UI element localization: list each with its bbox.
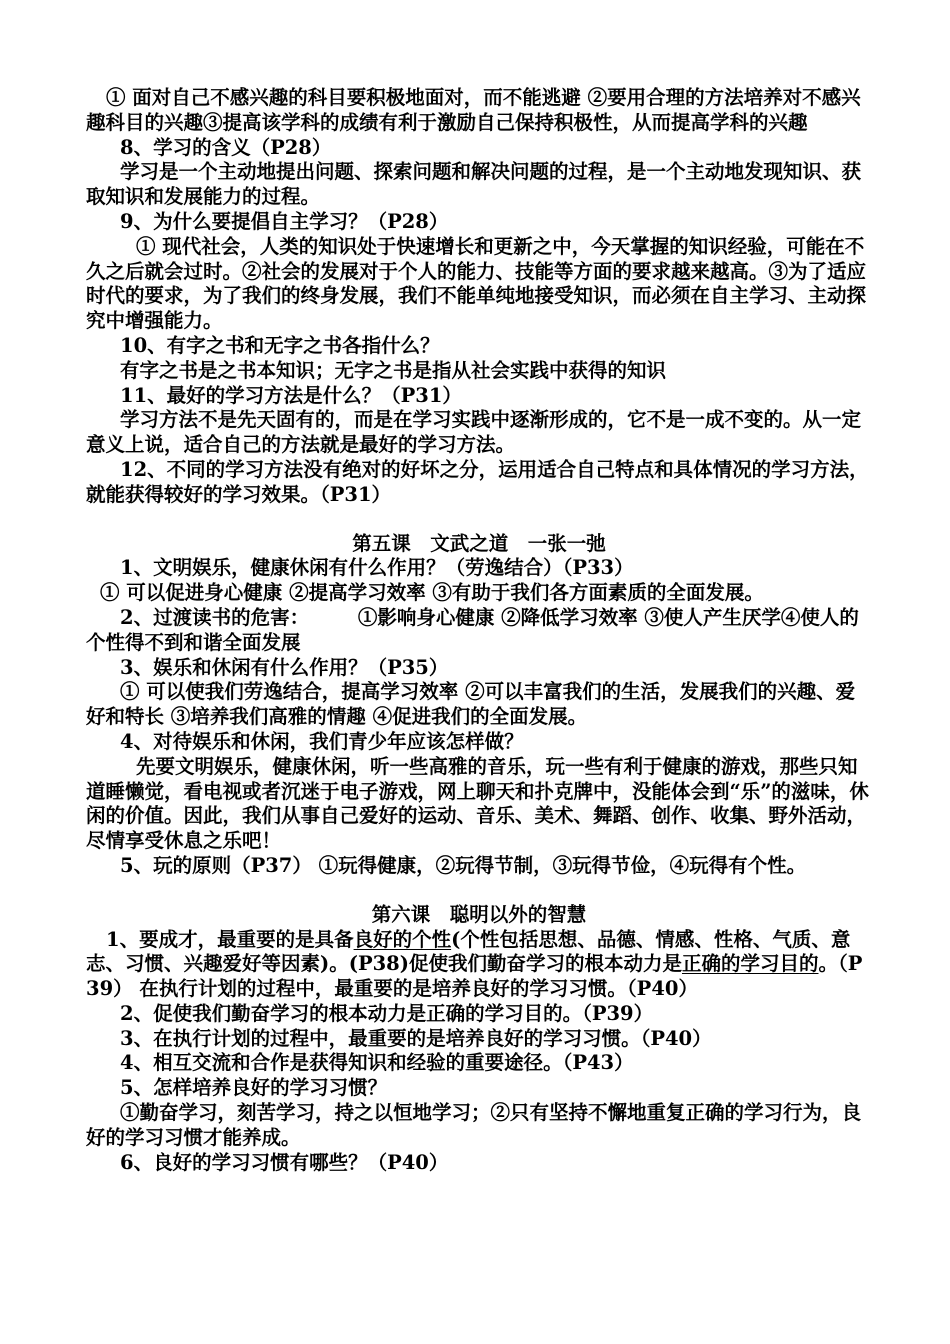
lesson-5-question-1: 1、文明娱乐，健康休闲有什么作用？（劳逸结合）（P33） — [120, 556, 634, 580]
lesson-6-question-6: 6、良好的学习习惯有哪些？（P40） — [120, 1150, 449, 1174]
question-8: 8、学习的含义（P28） — [120, 135, 332, 159]
lesson-5-title: 第五课 文武之道 一张一弛 — [352, 531, 606, 555]
question-9: 9、为什么要提倡自主学习？（P28） — [120, 209, 449, 233]
answer-9: ① 现代社会，人类的知识处于快速增长和更新之中，今天掌握的知识经验，可能在不久之后就会过时。②社会的发展对于个人的能力、技能等方面的要求越来越高。③为了适应时代的要求，为了我们的终身发展，我们不能单纯地接受知识，而必须在自主学习、主动探究中增强能力。 — [86, 234, 867, 333]
underlined-good-personality: 良好的个性 — [353, 927, 452, 951]
answer-8: 学习是一个主动地提出问题、探索问题和解决问题的过程，是一个主动地发现知识、获取知识和发展能力的过程。 — [86, 160, 862, 209]
question-11: 11、最好的学习方法是什么？（P31） — [120, 383, 462, 407]
lesson-5-answer-4: 先要文明娱乐，健康休闲，听一些高雅的音乐，玩一些有利于健康的游戏，那些只知道睡懒觉，看电视或者沉迷于电子游戏，网上聊天和扑克牌中，没能体会到“乐”的滋味，休闲的价值。因此，我们从事自己爱好的运动、音乐、美术、舞蹈、创作、收集、野外活动，尽情享受休息之乐吧！ — [86, 754, 869, 853]
q1-text-a: 1、要成才，最重要的是具备 — [106, 927, 354, 951]
paragraph-interest-answer: ① 面对自己不感兴趣的科目要积极地面对，而不能逃避 ②要用合理的方法培养对不感兴趣科目的兴趣③提高该学科的成绩有利于激励自己保持积极性，从而提高学科的兴趣 — [86, 86, 861, 134]
lesson-6-question-4: 4、相互交流和合作是获得知识和经验的重要途径。（P43） — [120, 1051, 634, 1075]
q1-text-c: 。（P39） 在执行计划的过程中，最重要的是培养良好的学习习惯。（P40） — [86, 952, 863, 1001]
question-10: 10、有字之书和无字之书各指什么？ — [120, 333, 440, 357]
question-12: 12、不同的学习方法没有绝对的好坏之分，运用适合自己特点和具体情况的学习方法，就能获得较好的学习效果。（P31） — [86, 457, 869, 506]
q1-text-b: (个性包括思想、品德、情感、性格、气质、意志、习惯、兴趣爱好等因素)。(P38)促使我们勤奋学习的根本动力是 — [86, 927, 851, 976]
lesson-5-question-4: 4、对待娱乐和休闲，我们青少年应该怎样做？ — [120, 729, 524, 753]
lesson-6-question-2: 2、促使我们勤奋学习的根本动力是正确的学习目的。（P39） — [120, 1001, 654, 1025]
lesson-5-question-2: 2、过渡读书的危害： ①影响身心健康 ②降低学习效率 ③使人产生厌学④使人的个性得不到和谐全面发展 — [86, 605, 859, 654]
underlined-correct-goal: 正确的学习目的 — [681, 952, 819, 976]
lesson-5-question-5: 5、玩的原则（P37） ①玩得健康，②玩得节制，③玩得节俭，④玩得有个性。 — [120, 853, 807, 877]
lesson-6-question-3: 3、在执行计划的过程中，最重要的是培养良好的学习习惯。（P40） — [120, 1026, 712, 1050]
answer-11: 学习方法不是先天固有的，而是在学习实践中逐渐形成的，它不是一成不变的。从一定意义上说，适合自己的方法就是最好的学习方法。 — [86, 408, 862, 457]
lesson-6-question-5: 5、怎样培养良好的学习习惯？ — [120, 1076, 388, 1100]
lesson-5-answer-3: ① 可以使我们劳逸结合，提高学习效率 ②可以丰富我们的生活，发展我们的兴趣、爱好和特长 ③培养我们高雅的情趣 ④促进我们的全面发展。 — [86, 680, 856, 729]
lesson-5-answer-1: ① 可以促进身心健康 ②提高学习效率 ③有助于我们各方面素质的全面发展。 — [100, 581, 764, 605]
answer-10: 有字之书是之书本知识；无字之书是指从社会实践中获得的知识 — [120, 358, 667, 382]
lesson-6-question-1 — [86, 928, 872, 1002]
section-gap — [86, 508, 872, 532]
lesson-6-title: 第六课 聪明以外的智慧 — [371, 902, 587, 926]
lesson-6-answer-5: ①勤奋学习，刻苦学习，持之以恒地学习；②只有坚持不懈地重复正确的学习行为，良好的学习习惯才能养成。 — [86, 1101, 862, 1149]
lesson-5-question-3: 3、娱乐和休闲有什么作用？（P35） — [120, 655, 449, 679]
section-gap — [86, 879, 872, 903]
